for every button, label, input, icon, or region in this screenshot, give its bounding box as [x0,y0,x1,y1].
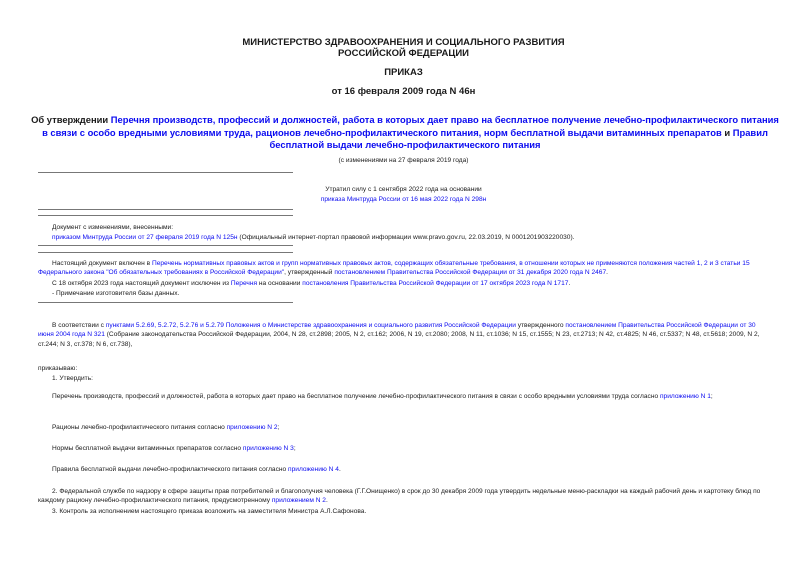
title-mid: и [721,126,733,138]
title-link-list[interactable]: Перечня производств, профессий и должностей, работа в которых дает право на бесплатное получение лечебно-профилактического питания в связи с особо вредными условиями труда, рационов лечебно-профилактического питания, норм бесплатной выдачи витаминных препаратов [42,114,779,138]
inclusion-list-link[interactable]: Перечень нормативных правовых актов и групп нормативных правовых актов, содержащих обязательные требования, в отношении которых не применяются положения частей 1, 2 и 3 статьи 15 Федерального закона "Об обязательных требованиях в Российской Федерации" [38,260,750,277]
appendix-4-link[interactable]: приложению N 4 [288,466,339,473]
basis-regulation-link[interactable]: пунктами 5.2.69, 5.2.72, 5.2.76 и 5.2.79 Положения о Министерстве здравоохранения и социального развития Российской Федерации [105,322,516,329]
changes-link[interactable]: приказом Минтруда России от 27 февраля 2019 года N 125н [52,234,238,241]
changes-label: Документ с изменениями, внесенными: [52,224,174,231]
document-title [30,114,780,152]
basis-decree-link[interactable]: постановлением Правительства Российской Федерации от 30 июня 2004 года N 321 [38,322,756,339]
approve-item-2: Рационы лечебно-профилактического питания согласно приложению N 2; [52,424,280,431]
appendix-3-link[interactable]: приложению N 3 [242,445,294,452]
exclusion-paragraph: С 18 октября 2023 года настоящий документ исключен из Перечня на основании постановления Правительства Российской Федерации от 17 октября 2023 года N 1717. [52,280,571,287]
orders-word: приказываю: [38,365,78,372]
appendix-2-link[interactable]: приложению N 2 [226,424,278,431]
divider [38,215,293,216]
paragraph-2: 2. Федеральной службе по надзору в сфере защиты прав потребителей и благополучия человека (Г.Г.Онищенко) в срок до 30 декабря 2009 года утвердить недельные меню-раскладки на каждый рабочий день и картотеку блюд по каждому рациону лечебно-профилактического питания, предусмотренному приложением N 2. [38,488,761,505]
divider [38,172,293,173]
inclusion-paragraph: Настоящий документ включен в Перечень нормативных правовых актов и групп нормативных правовых актов, содержащих обязательные требования, в отношении которых не применяются положения частей 1, 2 и 3 статьи 15 Федерального закона "Об обязательных требованиях в Российской Федерации", утвержденный постановлением Правительства Российской Федерации от 31 декабря 2020 года N 2467. [38,260,750,277]
paragraph-2-appendix-link[interactable]: приложением N 2 [271,497,326,505]
title-link-rules[interactable]: Правил бесплатной выдачи лечебно-профилактического питания [269,126,768,150]
divider [38,209,293,210]
document-date: от 16 февраля 2009 года N 46н [331,86,476,97]
approve-heading: 1. Утвердить: [52,375,93,382]
approve-item-1: Перечень производств, профессий и должностей, работа в которых дает право на бесплатное получение лечебно-профилактического питания в связи с особо вредными условиями труда согласно приложению N 1; [52,393,713,400]
exclusion-decree-link[interactable]: постановления Правительства Российской Федерации от 17 октября 2023 года N 1717 [302,280,569,287]
basis-paragraph: В соответствии с пунктами 5.2.69, 5.2.72, 5.2.76 и 5.2.79 Положения о Министерстве здравоохранения и социального развития Российской Федерации утвержденного постановлением Правительства Российской Федерации от 30 июня 2004 года N 321 (Собрание законодательства Российской Федерации, 2004, N 28, ст.2898; 2005, N 2, ст.162; 2006, N 19, ст.2080; 2008, N 11, ст.1036; N 15, ст.1555; N 23, ст.2713; N 42, ст.4825; N 46, ст.5337; N 48, ст.5618; 2009, N 2, ст.244; N 3, ст.378; N 6, ст.738), [38,322,760,348]
title-prefix: Об утверждении [31,114,111,125]
document-type: ПРИКАЗ [384,67,423,78]
divider [38,252,293,253]
lost-force-link[interactable]: приказа Минтруда России от 16 мая 2022 года N 298н [320,196,487,203]
changes-line [52,233,575,242]
db-note: - Примечание изготовителя базы данных. [52,290,180,297]
divider [38,245,293,246]
exclusion-list-link[interactable]: Перечня [230,280,258,287]
changes-rest: (Официальный интернет-портал правовой информации www.pravo.gov.ru, 22.03.2019, N 0001201903220030). [237,234,575,241]
inclusion-decree-link[interactable]: постановлением Правительства Российской Федерации от 31 декабря 2020 года N 2467 [334,269,607,277]
appendix-1-link[interactable]: приложению N 1 [659,393,711,400]
lost-force-text: Утратил силу с 1 сентября 2022 года на основании [325,186,482,193]
approve-item-4: Правила бесплатной выдачи лечебно-профилактического питания согласно приложению N 4. [52,466,341,473]
amended-note: (с изменениями на 27 февраля 2019 года) [338,157,469,164]
ministry-name-line2: РОССИЙСКОЙ ФЕДЕРАЦИИ [337,48,469,59]
ministry-name-line1: МИНИСТЕРСТВО ЗДРАВООХРАНЕНИЯ И СОЦИАЛЬНОГО РАЗВИТИЯ [242,37,565,48]
paragraph-3: 3. Контроль за исполнением настоящего приказа возложить на заместителя Министра А.Л.Сафонова. [52,508,367,515]
divider [38,302,293,303]
approve-item-3: Нормы бесплатной выдачи витаминных препаратов согласно приложению N 3; [52,445,296,452]
